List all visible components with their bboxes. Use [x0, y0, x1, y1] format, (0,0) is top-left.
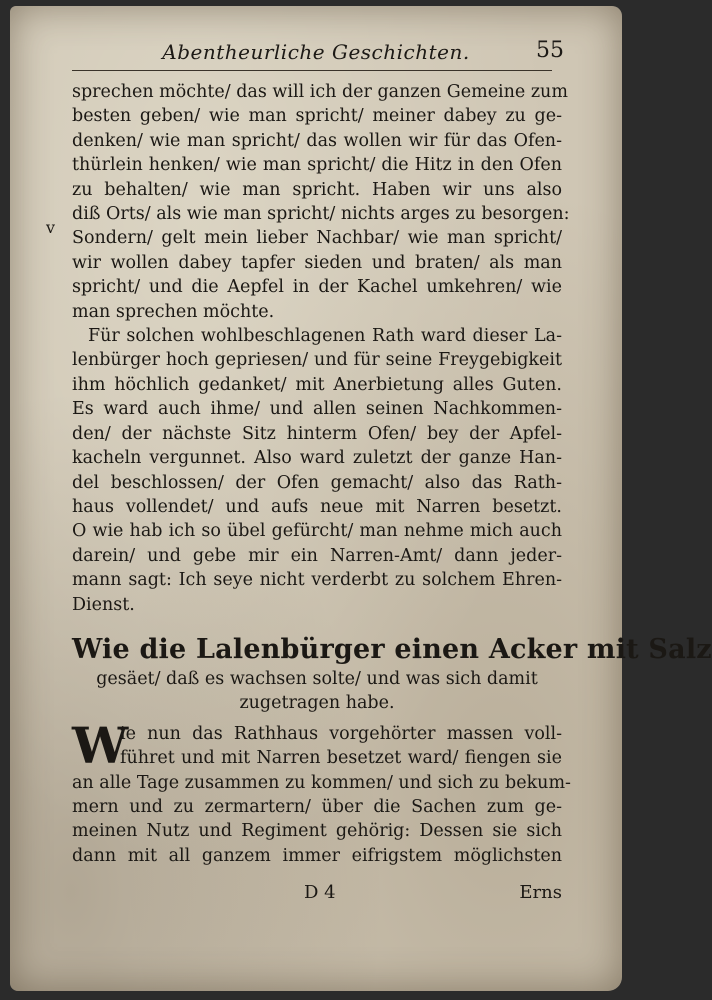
text-line: Dienst. [72, 594, 135, 615]
paragraph-2 [72, 324, 562, 617]
page-number: 55 [536, 38, 564, 63]
catchword: Erns [519, 882, 562, 903]
text-line: lenbürger hoch gepriesen/ und für seine Freygebigkeit [72, 350, 562, 371]
paragraph-3 [72, 715, 571, 868]
drop-cap: W [72, 715, 129, 775]
text-line: thürlein henken/ wie man spricht/ die Hitz in den Ofen [72, 155, 562, 176]
text-line: Sondern/ gelt mein lieber Nachbar/ wie man spricht/ [72, 228, 562, 249]
text-line: an alle Tage zusammen zu kommen/ und sich zu bekum- [72, 772, 571, 793]
text-line: man sprechen möchte. [72, 301, 275, 322]
text-line: denken/ wie man spricht/ das wollen wir für das Ofen- [72, 130, 562, 151]
text-line: darein/ und gebe mir ein Narren-Amt/ dann jeder- [72, 545, 562, 566]
chapter-subheading-line: zugetragen habe. [239, 693, 395, 714]
text-line: führet und mit Narren besetzet ward/ fiengen sie [120, 748, 562, 769]
text-line: den/ der nächste Sitz hinterm Ofen/ bey der Apfel- [72, 423, 562, 444]
text-line: O wie hab ich so übel gefürcht/ man nehme mich auch [72, 521, 562, 542]
text-line: Es ward auch ihme/ und allen seinen Nachkommen- [72, 399, 562, 420]
text-line: besten geben/ wie man spricht/ meiner dabey zu ge- [72, 106, 562, 127]
signature-mark: D 4 [304, 882, 336, 903]
text-line: spricht/ und die Aepfel in der Kachel umkehren/ wie [72, 277, 562, 298]
text-line: ie nun das Rathhaus vorgehörter massen voll- [120, 723, 562, 744]
text-line: sprechen möchte/ das will ich der ganzen Gemeine zum [72, 82, 568, 102]
margin-mark: v [46, 218, 56, 237]
text-line: kacheln vergunnet. Also ward zuletzt der ganze Han- [72, 448, 562, 469]
text-line: haus vollendet/ und aufs neue mit Narren besetzt. [72, 496, 562, 517]
text-line: ihm höchlich gedanket/ mit Anerbietung alles Guten. [72, 374, 562, 395]
text-line: meinen Nutz und Regiment gehörig: Dessen sie sich [72, 821, 562, 842]
text-line: mann sagt: Ich seye nicht verderbt zu solchem Ehren- [72, 570, 562, 591]
paragraph-1 [72, 80, 570, 324]
page-header [10, 40, 622, 70]
text-line: del beschlossen/ der Ofen gemacht/ also das Rath- [72, 472, 562, 493]
text-line: mern und zu zermartern/ über die Sachen zum ge- [72, 796, 562, 817]
text-line: zu behalten/ wie man spricht. Haben wir uns also [72, 179, 562, 200]
page-footer [72, 882, 562, 910]
text-line: dann mit all ganzem immer eifrigstem möglichsten [72, 845, 562, 866]
text-line: diß Orts/ als wie man spricht/ nichts arges zu besorgen: [72, 204, 570, 225]
header-rule [72, 70, 552, 71]
text-line: wir wollen dabey tapfer sieden und braten/ als man [72, 252, 562, 273]
page-body [72, 80, 712, 868]
book-page [10, 6, 712, 991]
running-title: Abentheurliche Geschichten. [162, 40, 470, 64]
text-line: Für solchen wohlbeschlagenen Rath ward dieser La- [88, 326, 562, 347]
chapter-subheading-line: gesäet/ daß es wachsen solte/ und was sich damit [96, 668, 538, 689]
chapter-heading: Wie die Lalenbürger einen Acker mit Salz [72, 633, 712, 665]
